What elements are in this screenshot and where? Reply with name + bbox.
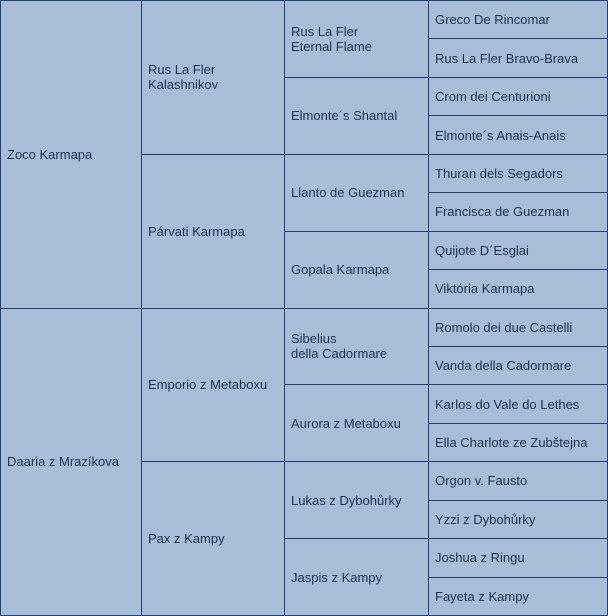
dam-name: Daaria z Mrazíkova bbox=[7, 454, 119, 470]
dam-dam-dam bbox=[285, 539, 429, 616]
pedigree-row bbox=[1, 1, 608, 39]
sire-name: Zoco Karmapa bbox=[7, 146, 93, 162]
sire-dam-sire-name: Llanto de Guezman bbox=[291, 185, 405, 201]
ancestor-cell: Rus La Fler Bravo-Brava bbox=[429, 39, 608, 77]
sire-sire bbox=[142, 1, 285, 155]
dam-sire bbox=[142, 308, 285, 462]
ancestor-cell: Yzzi z Dybohůrky bbox=[429, 500, 608, 538]
dam-dam bbox=[142, 462, 285, 616]
ancestor-cell: Thuran dels Segadors bbox=[429, 154, 608, 192]
sire-sire-dam bbox=[285, 77, 429, 154]
sire-dam-dam-name: Gopala Karmapa bbox=[291, 262, 390, 278]
dam bbox=[1, 308, 142, 616]
dam-sire-sire bbox=[285, 308, 429, 385]
dam-dam-name: Pax z Kampy bbox=[148, 531, 225, 547]
sire-dam-dam bbox=[285, 231, 429, 308]
dam-dam-sire bbox=[285, 462, 429, 539]
sire-sire-dam-name: Elmonte´s Shantal bbox=[291, 108, 398, 124]
ancestor-cell: Romolo dei due Castelli bbox=[429, 308, 608, 346]
dam-dam-dam-name: Jaspis z Kampy bbox=[291, 569, 383, 585]
ancestor-cell: Viktória Karmapa bbox=[429, 270, 608, 308]
ancestor-cell: Greco De Rincomar bbox=[429, 1, 608, 39]
dam-sire-name: Emporio z Metaboxu bbox=[148, 377, 268, 393]
ancestor-cell: Ella Charlote ze Zubštejna bbox=[429, 423, 608, 461]
ancestor-cell: Karlos do Vale do Lethes bbox=[429, 385, 608, 423]
sire-dam-sire bbox=[285, 154, 429, 231]
ancestor-cell: Quijote D´Esglai bbox=[429, 231, 608, 269]
ancestor-cell: Francisca de Guezman bbox=[429, 193, 608, 231]
sire-dam bbox=[142, 154, 285, 308]
sire-dam-name: Párvati Karmapa bbox=[148, 223, 245, 239]
ancestor-cell: Elmonte´s Anais-Anais bbox=[429, 116, 608, 154]
sire bbox=[1, 1, 142, 309]
dam-sire-dam bbox=[285, 385, 429, 462]
dam-dam-sire-name: Lukas z Dybohůrky bbox=[291, 492, 402, 508]
dam-sire-sire-name: Sibelius della Cadormare bbox=[291, 331, 388, 362]
sire-sire-name: Rus La Fler Kalashnikov bbox=[148, 62, 219, 93]
ancestor-cell: Orgon v. Fausto bbox=[429, 462, 608, 500]
ancestor-cell: Joshua z Ringu bbox=[429, 539, 608, 577]
dam-sire-dam-name: Aurora z Metaboxu bbox=[291, 415, 401, 431]
ancestor-cell: Fayeta z Kampy bbox=[429, 577, 608, 615]
ancestor-cell: Vanda della Cadormare bbox=[429, 346, 608, 384]
sire-sire-sire bbox=[285, 1, 429, 78]
pedigree-row bbox=[1, 308, 608, 346]
sire-sire-sire-name: Rus La Fler Eternal Flame bbox=[291, 23, 372, 54]
ancestor-cell: Crom dei Centurioni bbox=[429, 77, 608, 115]
